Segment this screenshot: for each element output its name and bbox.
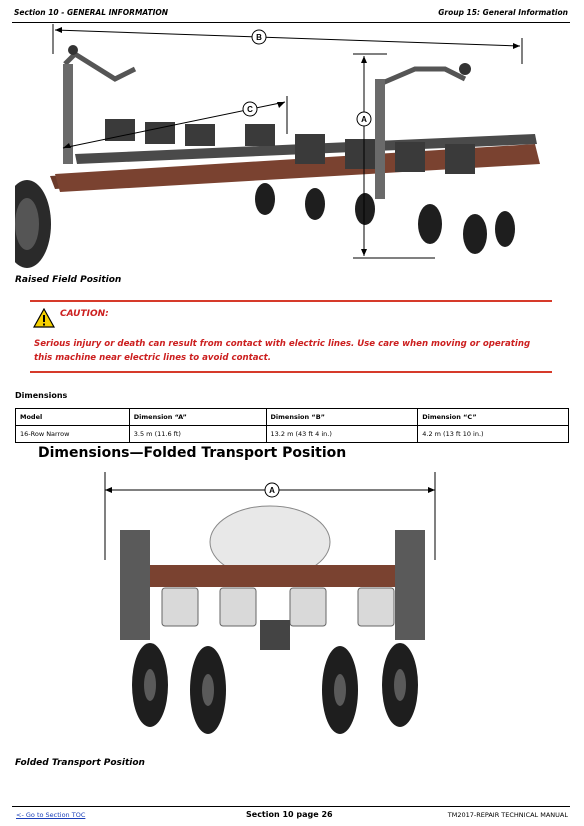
raised-field-figure (15, 24, 568, 286)
dimensions-heading: Dimensions (15, 391, 68, 400)
dimension-c-label: C (247, 105, 253, 114)
table-header: Dimension “A” (129, 409, 266, 426)
header-group: Group 15: General Information (438, 8, 568, 17)
section-title: Dimensions—Folded Transport Position (38, 445, 347, 461)
dimension-a-label: A (269, 486, 275, 495)
table-row (16, 426, 569, 443)
table-cell: 16-Row Narrow (16, 426, 130, 443)
header-divider (12, 22, 570, 23)
dimension-a-label: A (361, 115, 367, 124)
planter-folded-illustration (100, 470, 445, 745)
warning-icon (33, 308, 55, 328)
header-section: Section 10 - GENERAL INFORMATION (14, 8, 169, 17)
table-cell: 13.2 m (43 ft 4 in.) (266, 426, 418, 443)
page-number: Section 10 page 26 (246, 810, 333, 819)
table-header: Model (16, 409, 130, 426)
dimension-b-label: B (256, 33, 262, 42)
page-header (0, 8, 584, 22)
planter-raised-illustration (15, 24, 568, 286)
folded-frame (130, 565, 420, 587)
table-header: Dimension “B” (266, 409, 418, 426)
left-marker-arm (65, 54, 135, 79)
manual-title: TM2017-REPAIR TECHNICAL MANUAL (447, 811, 568, 819)
caution-top-rule (30, 300, 552, 302)
figure2-caption: Folded Transport Position (15, 758, 145, 768)
section-toc-link[interactable]: <- Go to Section TOC (16, 811, 86, 819)
transport-wheels (132, 643, 418, 734)
table-header-row (16, 409, 569, 426)
footer-divider (12, 806, 570, 807)
caution-title: CAUTION: (60, 309, 109, 319)
caution-text: Serious injury or death can result from contact with electric lines. Use care when moving or operating this machine near electric lines to avoid contact. (34, 339, 531, 363)
dimensions-table (15, 408, 569, 443)
table-cell: 4.2 m (13 ft 10 in.) (418, 426, 569, 443)
table-cell: 3.5 m (11.6 ft) (129, 426, 266, 443)
right-marker-arm (380, 69, 465, 84)
table-header: Dimension “C” (418, 409, 569, 426)
left-folded-wing (120, 530, 150, 640)
right-folded-wing (395, 530, 425, 640)
dimension-b-line (55, 30, 520, 46)
caution-bottom-rule (30, 371, 552, 373)
folded-transport-figure (100, 470, 445, 745)
figure1-caption: Raised Field Position (15, 275, 122, 285)
